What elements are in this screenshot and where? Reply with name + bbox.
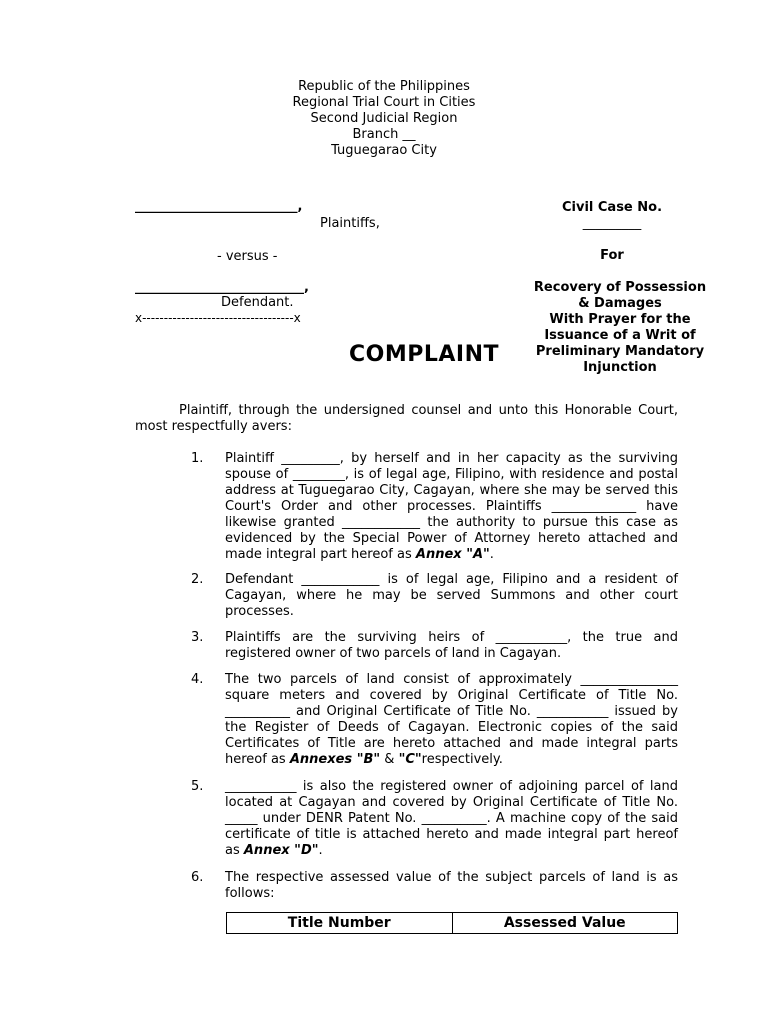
case-nature-line: Issuance of a Writ of xyxy=(544,328,696,343)
civil-case-number: _________ xyxy=(582,216,642,231)
plaintiff-blank: _________________________, xyxy=(135,199,303,214)
annex-reference: Annexes "B" xyxy=(289,752,381,767)
case-nature-line: With Prayer for the xyxy=(549,312,691,327)
versus-label: - versus - xyxy=(217,249,278,264)
plaintiffs-label: Plaintiffs, xyxy=(320,216,380,231)
column-header-assessed-value: Assessed Value xyxy=(452,913,678,934)
case-nature-line: Preliminary Mandatory xyxy=(535,344,705,359)
document-title: COMPLAINT xyxy=(349,342,500,367)
column-header-title-number: Title Number xyxy=(227,913,453,934)
paragraph-text: The two parcels of land consist of approximately _______________ square meters and covered by Original Certificate of Title No. __________ and Original Certificate of Title No. ___________ issued by the Register of Deeds of Cagayan. Electronic copies of the said Certificates of Title are hereto attached and made integral parts hereof as Annexes "B" & "C"respectively. xyxy=(225,672,678,767)
case-nature-line: & Damages xyxy=(578,296,662,311)
paragraph-number: 4. xyxy=(191,672,204,687)
court-heading xyxy=(0,79,768,159)
defendant-blank: __________________________, xyxy=(135,280,309,295)
caption-separator: x-----------------------------------x xyxy=(135,311,301,325)
paragraph-number: 3. xyxy=(191,630,204,645)
assessed-value-table xyxy=(226,912,678,934)
numbered-paragraph-3 xyxy=(191,630,678,662)
paragraph-number: 2. xyxy=(191,572,204,587)
numbered-paragraph-5 xyxy=(191,779,678,859)
court-line-1: Republic of the Philippines xyxy=(298,79,470,94)
court-line-4: Branch __ xyxy=(352,127,416,142)
annex-reference: "C" xyxy=(398,752,422,767)
table-header-row xyxy=(227,913,678,934)
paragraph-text: ___________ is also the registered owner of adjoining parcel of land located at Cagayan and covered by Original Certificate of Title No. _____ under DENR Patent No. __________. A machine copy of the said certificate of title is attached hereto and made integral part hereof as Annex "D". xyxy=(225,779,678,858)
intro-paragraph: Plaintiff, through the undersigned counsel and unto this Honorable Court, most respectfully avers: xyxy=(135,403,678,434)
court-line-3: Second Judicial Region xyxy=(310,111,458,126)
court-line-2: Regional Trial Court in Cities xyxy=(292,95,476,110)
paragraph-text: The respective assessed value of the subject parcels of land is as follows: xyxy=(225,870,678,901)
annex-reference: Annex "A" xyxy=(415,547,490,562)
paragraph-number: 6. xyxy=(191,870,204,885)
civil-case-label: Civil Case No. xyxy=(561,200,663,215)
case-nature-line: Recovery of Possession xyxy=(533,280,707,295)
case-nature-line: Injunction xyxy=(583,360,657,375)
paragraph-number: 5. xyxy=(191,779,204,794)
numbered-paragraph-1 xyxy=(191,451,678,563)
court-line-5: Tuguegarao City xyxy=(331,143,437,158)
paragraph-text: Defendant ____________ is of legal age, Filipino and a resident of Cagayan, where he may be served Summons and other court processes. xyxy=(225,572,678,619)
case-nature xyxy=(520,280,720,376)
paragraph-number: 1. xyxy=(191,451,204,466)
numbered-paragraph-4 xyxy=(191,672,678,768)
numbered-paragraph-6 xyxy=(191,870,678,902)
paragraph-text: Plaintiff _________, by herself and in her capacity as the surviving spouse of ________, is of legal age, Filipino, with residence and postal address at Tuguegarao City, Cagayan, where she may be served this Court's Order and other processes. Plaintiffs _____________ have likewise granted ____________ the authority to pursue this case as evidenced by the Special Power of Attorney hereto attached and made integral part hereof as Annex "A". xyxy=(225,451,678,562)
annex-reference: Annex "D" xyxy=(243,843,319,858)
numbered-paragraph-2 xyxy=(191,572,678,620)
paragraph-text: Plaintiffs are the surviving heirs of ___________, the true and registered owner of two parcels of land in Cagayan. xyxy=(225,630,678,661)
defendant-label: Defendant. xyxy=(221,295,294,310)
for-label: For xyxy=(600,248,624,263)
